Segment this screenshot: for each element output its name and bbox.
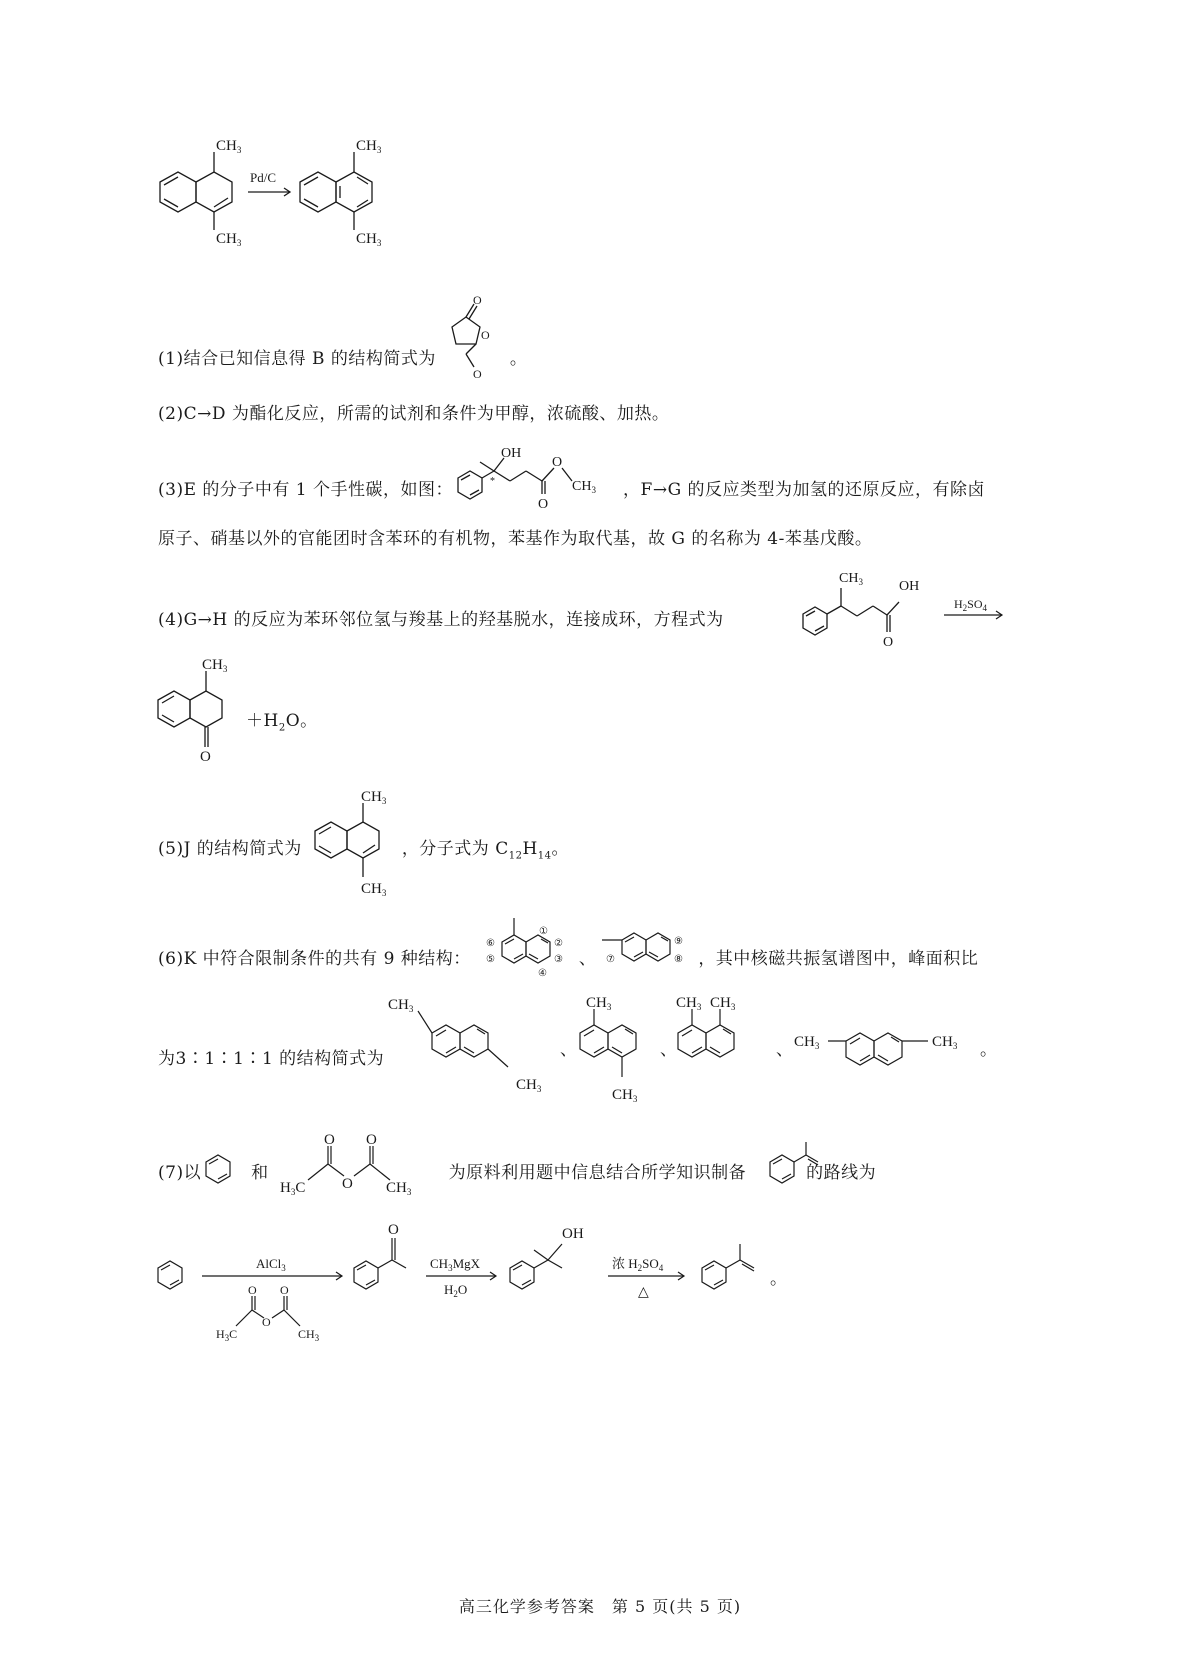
- svg-text:CH3: $CH_3$: [932, 1034, 958, 1051]
- svg-text:O: O: [324, 1132, 335, 1148]
- svg-text:③: ③: [554, 954, 563, 965]
- svg-text:H3C: $H_3C$: [216, 1327, 238, 1343]
- ch3-label: $CH_3$: [216, 231, 242, 248]
- svg-text:①: ①: [539, 926, 548, 937]
- oxygen-label: O: [473, 293, 482, 307]
- compound-j-structure: [305, 785, 415, 905]
- q4-line: (4)G→H 的反应为苯环邻位氢与羧基上的羟基脱水，连接成环，方程式为: [158, 610, 724, 630]
- q3-text: (3)E 的分子中有 1 个手性碳，如图：: [158, 480, 454, 500]
- svg-text:O: O: [366, 1132, 377, 1148]
- svg-text:、: 、: [660, 1040, 677, 1059]
- svg-text:OH: OH: [562, 1226, 584, 1242]
- oxygen-label: O: [473, 367, 482, 381]
- oxygen-label: O: [538, 497, 549, 512]
- svg-text:⑧: ⑧: [674, 954, 683, 965]
- compound-g-structure: [795, 560, 945, 650]
- svg-text:⑤: ⑤: [486, 954, 495, 965]
- q5-text: (5)J 的结构简式为: [158, 839, 302, 859]
- ch3-label: $CH_3$: [356, 231, 382, 248]
- alpha-methylstyrene: [766, 1140, 836, 1190]
- svg-text:O: O: [342, 1176, 353, 1192]
- svg-text:O: O: [280, 1283, 289, 1297]
- top-reaction-scheme: [150, 130, 410, 260]
- positions-1-naphthyl: [482, 912, 582, 992]
- svg-text:CH3: $CH_3$: [794, 1034, 820, 1051]
- q3-line2: 原子、硝基以外的官能团时含苯环的有机物，苯基作为取代基，故 G 的名称为 4-苯基戊酸。: [158, 529, 873, 549]
- q5-line: (5)J 的结构简式为 ，分子式为 $C_{12}H_{14}$。: [158, 839, 570, 862]
- h2so4-reagent: $H_2SO_4$: [954, 597, 988, 613]
- hydroxyl-label: OH: [899, 579, 920, 594]
- pd-c-reagent: Pd/C: [250, 170, 277, 185]
- h2so4-arrow: [940, 590, 1010, 630]
- svg-text:CH3MgX: $CH_3MgX$: [430, 1256, 481, 1273]
- svg-text:CH3: $CH_3$: [612, 1087, 638, 1104]
- chiral-star: *: [490, 476, 495, 487]
- methyl-label: $CH_3$: [361, 881, 387, 898]
- svg-text:CH3: $CH_3$: [586, 995, 612, 1012]
- methyl-label: $CH_3$: [839, 571, 863, 587]
- svg-text:CH3: $CH_3$: [386, 1180, 412, 1197]
- q6-text: (6)K 中符合限制条件的共有 9 种结构：: [158, 949, 471, 969]
- water-byproduct: $+H_2O$。: [246, 711, 318, 734]
- svg-text:⑨: ⑨: [674, 936, 683, 947]
- q7-line: (7)以 和 为原料利用题中信息结合所学知识制备 的路线为: [158, 1163, 877, 1183]
- svg-text:⑥: ⑥: [486, 938, 495, 949]
- svg-text:浓 H2SO4: 浓 $H_2SO_4$: [612, 1256, 664, 1273]
- q6-line2: 为3∶1∶1∶1 的结构简式为: [158, 1049, 385, 1069]
- q6-text-cont: ，其中核磁共振氢谱图中，峰面积比: [698, 949, 979, 969]
- svg-text:CH3: $CH_3$: [298, 1327, 320, 1343]
- dimethylnaphthalene-options: [380, 995, 1000, 1115]
- methyl-label: $CH_3$: [361, 789, 387, 806]
- synthesis-route: [150, 1210, 810, 1350]
- oxygen-label: O: [552, 455, 563, 470]
- oxygen-label: O: [200, 749, 211, 765]
- benzene-icon: [200, 1148, 240, 1188]
- svg-text:、: 、: [776, 1040, 793, 1059]
- svg-text:AlCl3: AlCl$_3$: [256, 1256, 286, 1273]
- svg-text:、: 、: [560, 1040, 577, 1059]
- svg-text:H2O: $H_2O$: [444, 1282, 468, 1299]
- positions-2-naphthyl: [598, 918, 708, 978]
- methyl-label: $CH_3$: [202, 657, 228, 674]
- hydroxyl-label: OH: [501, 446, 522, 461]
- svg-text:。: 。: [770, 1269, 787, 1288]
- svg-text:CH3: $CH_3$: [676, 995, 702, 1012]
- tetralone-structure: [150, 655, 260, 775]
- svg-text:O: O: [388, 1222, 399, 1238]
- acetic-anhydride: [278, 1130, 428, 1200]
- svg-text:④: ④: [538, 968, 547, 979]
- svg-text:△: △: [638, 1285, 649, 1300]
- q1-end: 。: [509, 349, 528, 369]
- q6-line: (6)K 中符合限制条件的共有 9 种结构： 、 ，其中核磁共振氢谱图中，峰面积比: [158, 949, 979, 969]
- svg-text:CH3: $CH_3$: [516, 1077, 542, 1094]
- svg-text:H3C: $H_3C$: [280, 1180, 306, 1197]
- oxygen-label: O: [481, 328, 490, 342]
- ch3-label: $CH_3$: [216, 138, 242, 155]
- compound-e-structure: [450, 448, 620, 518]
- q1-text: (1)结合已知信息得 B 的结构简式为: [158, 349, 436, 369]
- q2-line: (2)C→D 为酯化反应，所需的试剂和条件为甲醇，浓硫酸、加热。: [158, 404, 670, 424]
- methyl-label: $CH_3$: [572, 479, 596, 495]
- svg-text:⑦: ⑦: [606, 954, 615, 965]
- oxygen-label: O: [883, 635, 894, 650]
- q3-text-cont: ，F→G 的反应类型为加氢的还原反应，有除卤: [623, 480, 986, 500]
- svg-text:CH3: $CH_3$: [710, 995, 736, 1012]
- svg-text:。: 。: [980, 1040, 997, 1059]
- ch3-label: $CH_3$: [356, 138, 382, 155]
- page-footer: 高三化学参考答案 第 5 页(共 5 页): [458, 1597, 742, 1616]
- succinic-anhydride-structure: [440, 292, 530, 382]
- svg-text:O: O: [262, 1315, 271, 1329]
- svg-text:O: O: [248, 1283, 257, 1297]
- svg-text:CH3: $CH_3$: [388, 997, 414, 1014]
- svg-text:②: ②: [554, 938, 563, 949]
